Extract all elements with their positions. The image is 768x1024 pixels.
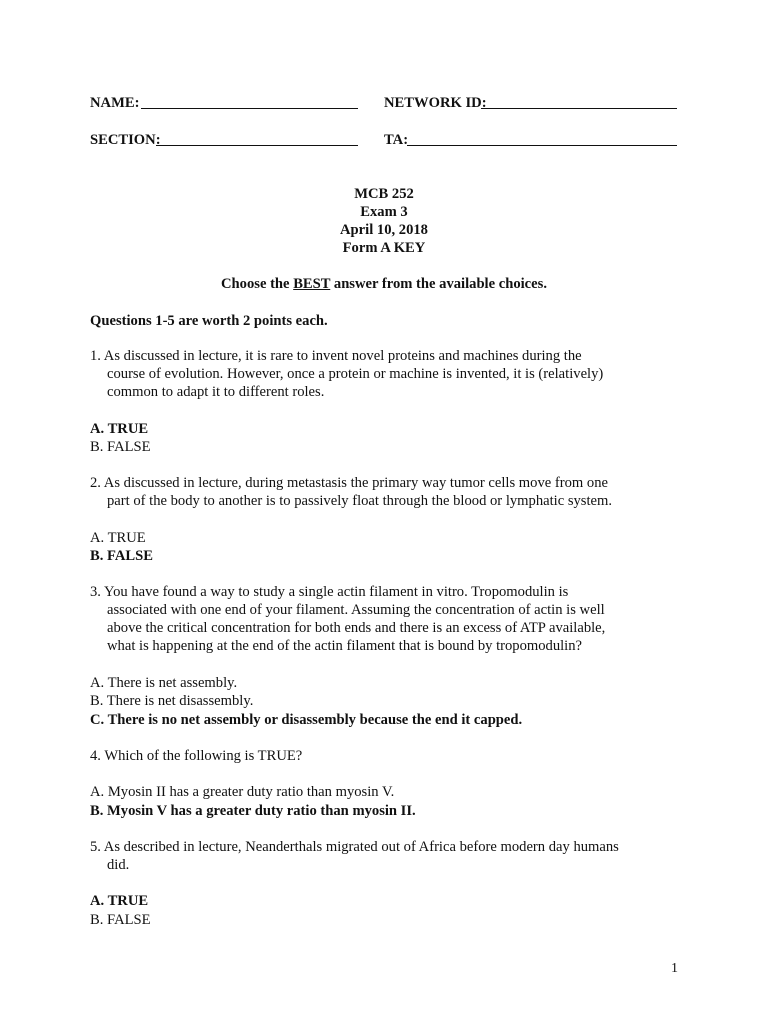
section-label: SECTION:	[90, 132, 161, 148]
q3-option-c: C. There is no net assembly or disassembly because the end it capped.	[90, 712, 523, 728]
network-id-field-line	[481, 108, 677, 109]
ta-field-line	[407, 145, 677, 146]
question-line: above the critical concentration for both ends and there is an excess of ATP available,	[107, 620, 606, 636]
question-line: 4. Which of the following is TRUE?	[90, 748, 303, 764]
course-title: MCB 252	[354, 186, 414, 202]
name-label: NAME:	[90, 95, 140, 111]
q4-option-b: B. Myosin V has a greater duty ratio than myosin II.	[90, 803, 416, 819]
question-line: 5. As described in lecture, Neanderthals migrated out of Africa before modern day humans	[90, 839, 619, 855]
network-id-label: NETWORK ID:	[384, 95, 487, 111]
exam-date: April 10, 2018	[340, 222, 428, 238]
question-line: 2. As discussed in lecture, during metastasis the primary way tumor cells move from one	[90, 475, 608, 491]
q2-option-a: A. TRUE	[90, 530, 146, 546]
q5-option-a: A. TRUE	[90, 893, 149, 909]
question-5	[90, 838, 690, 874]
q3-option-a: A. There is net assembly.	[90, 675, 238, 691]
q1-option-b: B. FALSE	[90, 439, 151, 455]
q5-option-b: B. FALSE	[90, 912, 151, 928]
q3-option-b: B. There is net disassembly.	[90, 693, 254, 709]
question-line: course of evolution. However, once a protein or machine is invented, it is (relatively)	[107, 366, 604, 382]
q1-option-a: A. TRUE	[90, 421, 149, 437]
exam-title-block	[0, 185, 768, 257]
question-line: 1. As discussed in lecture, it is rare to invent novel proteins and machines during the	[90, 348, 582, 364]
q2-option-b: B. FALSE	[90, 548, 153, 564]
question-3	[90, 583, 690, 655]
instructions-prefix: Choose the	[221, 276, 294, 292]
question-1	[90, 347, 690, 401]
instructions-emphasis: BEST	[293, 276, 331, 292]
instructions	[0, 275, 768, 293]
question-line: part of the body to another is to passively float through the blood or lymphatic system.	[107, 493, 613, 509]
name-field-line	[141, 108, 358, 109]
question-4	[90, 747, 690, 765]
question-line: did.	[107, 857, 130, 873]
section-field-line	[156, 145, 358, 146]
instructions-suffix: answer from the available choices.	[330, 276, 547, 292]
question-line: common to adapt it to different roles.	[107, 384, 325, 400]
q4-option-a: A. Myosin II has a greater duty ratio than myosin V.	[90, 784, 395, 800]
ta-label: TA:	[384, 132, 409, 148]
question-line: associated with one end of your filament. Assuming the concentration of actin is well	[107, 602, 605, 618]
exam-number: Exam 3	[360, 204, 408, 220]
page-number: 1	[671, 961, 678, 976]
section-note: Questions 1-5 are worth 2 points each.	[90, 313, 328, 329]
form-label: Form A KEY	[342, 240, 426, 256]
question-line: 3. You have found a way to study a single actin filament in vitro. Tropomodulin is	[90, 584, 569, 600]
question-line: what is happening at the end of the actin filament that is bound by tropomodulin?	[107, 638, 583, 654]
question-2	[90, 474, 690, 510]
